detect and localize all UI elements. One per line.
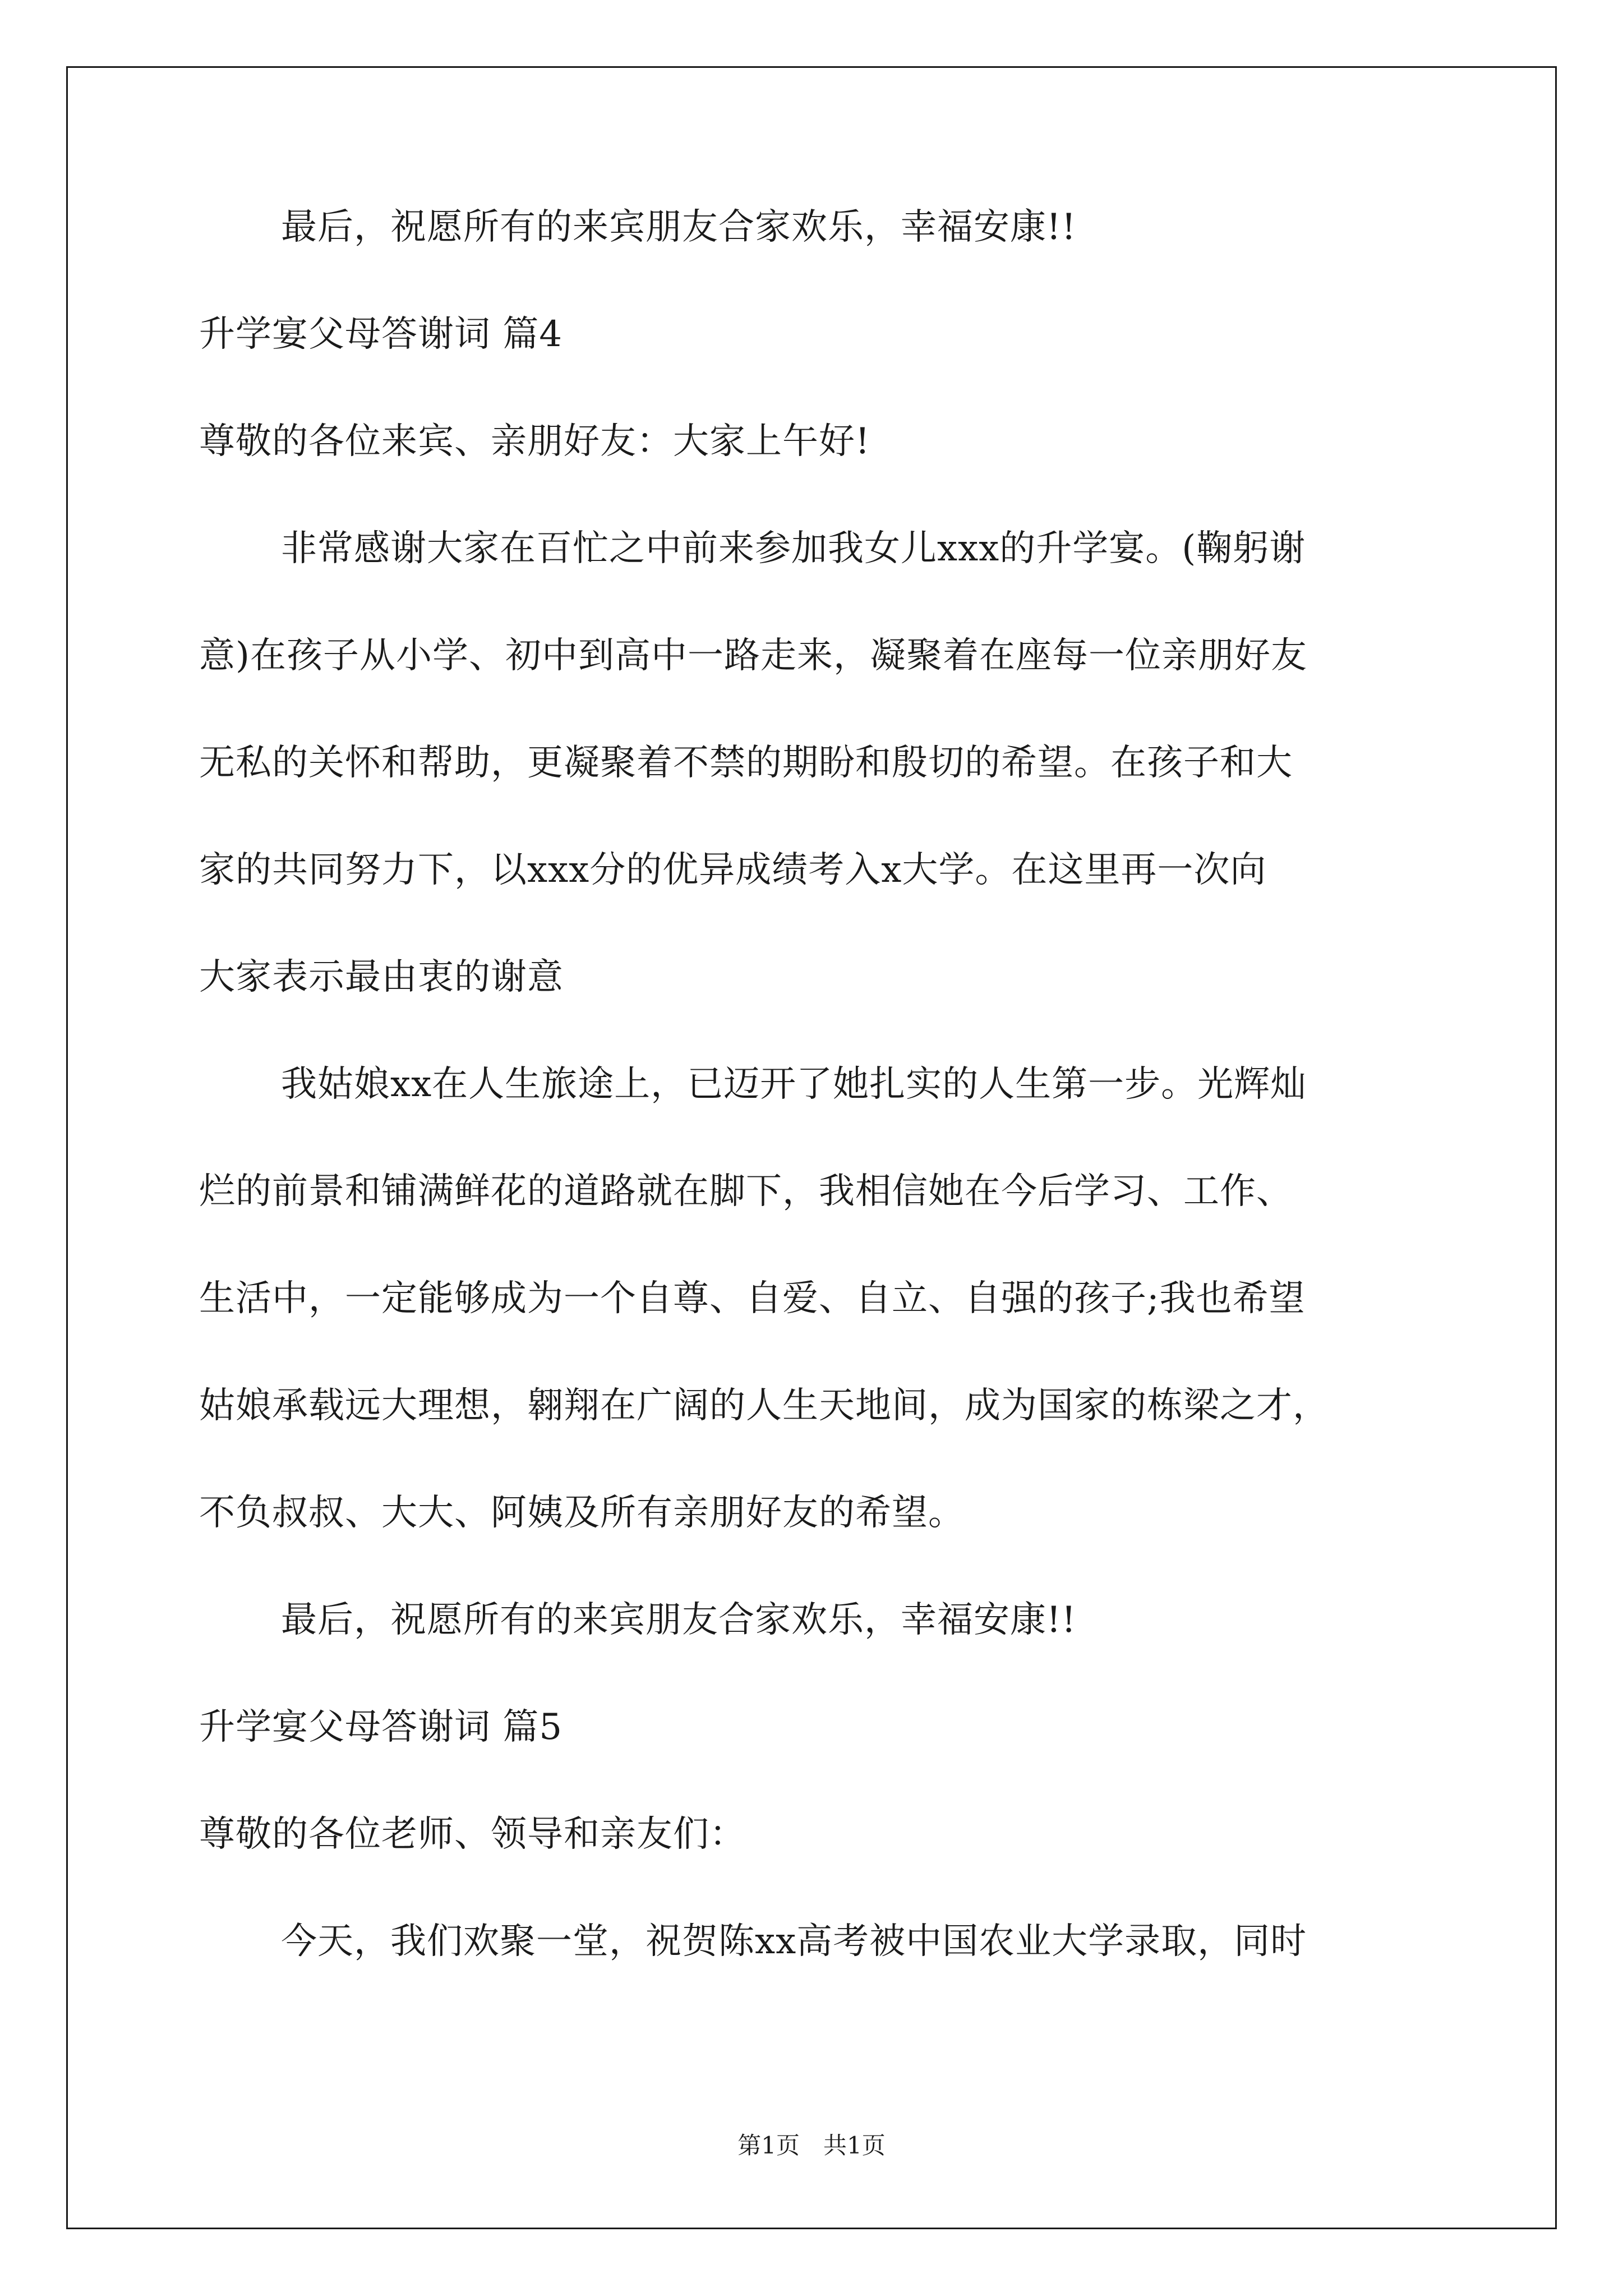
paragraph-line: 最后，祝愿所有的来宾朋友合家欢乐，幸福安康!!	[281, 206, 1077, 248]
paragraph-line: 家的共同努力下，以xxx分的优异成绩考入x大学。在这里再一次向	[199, 849, 1267, 891]
paragraph-line: 最后，祝愿所有的来宾朋友合家欢乐，幸福安康!!	[281, 1599, 1077, 1641]
page-border	[66, 66, 1557, 2229]
paragraph-line: 无私的关怀和帮助，更凝聚着不禁的期盼和殷切的希望。在孩子和大	[199, 742, 1293, 784]
salutation-line: 尊敬的各位老师、领导和亲友们：	[199, 1814, 746, 1855]
paragraph-line: 我姑娘xx在人生旅途上，已迈开了她扎实的人生第一步。光辉灿	[281, 1064, 1307, 1105]
section-heading: 升学宴父母答谢词 篇5	[199, 1706, 563, 1748]
paragraph-line: 今天，我们欢聚一堂，祝贺陈xx高考被中国农业大学录取，同时	[281, 1921, 1307, 1962]
paragraph-line: 姑娘承载远大理想，翱翔在广阔的人生天地间，成为国家的栋梁之才，	[199, 1385, 1329, 1427]
paragraph-line: 非常感谢大家在百忙之中前来参加我女儿xxx的升学宴。(鞠躬谢	[281, 528, 1306, 569]
paragraph-line: 意)在孩子从小学、初中到高中一路走来，凝聚着在座每一位亲朋好友	[199, 635, 1307, 677]
paragraph-line: 不负叔叔、大大、阿姨及所有亲朋好友的希望。	[199, 1492, 965, 1534]
page-number-footer: 第1页 共1页	[737, 2132, 886, 2159]
paragraph-line: 大家表示最由衷的谢意	[199, 956, 564, 998]
salutation-line: 尊敬的各位来宾、亲朋好友：大家上午好!	[199, 421, 870, 462]
paragraph-line: 烂的前景和铺满鲜花的道路就在脚下，我相信她在今后学习、工作、	[199, 1171, 1293, 1212]
paragraph-line: 生活中，一定能够成为一个自尊、自爱、自立、自强的孩子;我也希望	[199, 1278, 1306, 1319]
section-heading: 升学宴父母答谢词 篇4	[199, 314, 563, 355]
